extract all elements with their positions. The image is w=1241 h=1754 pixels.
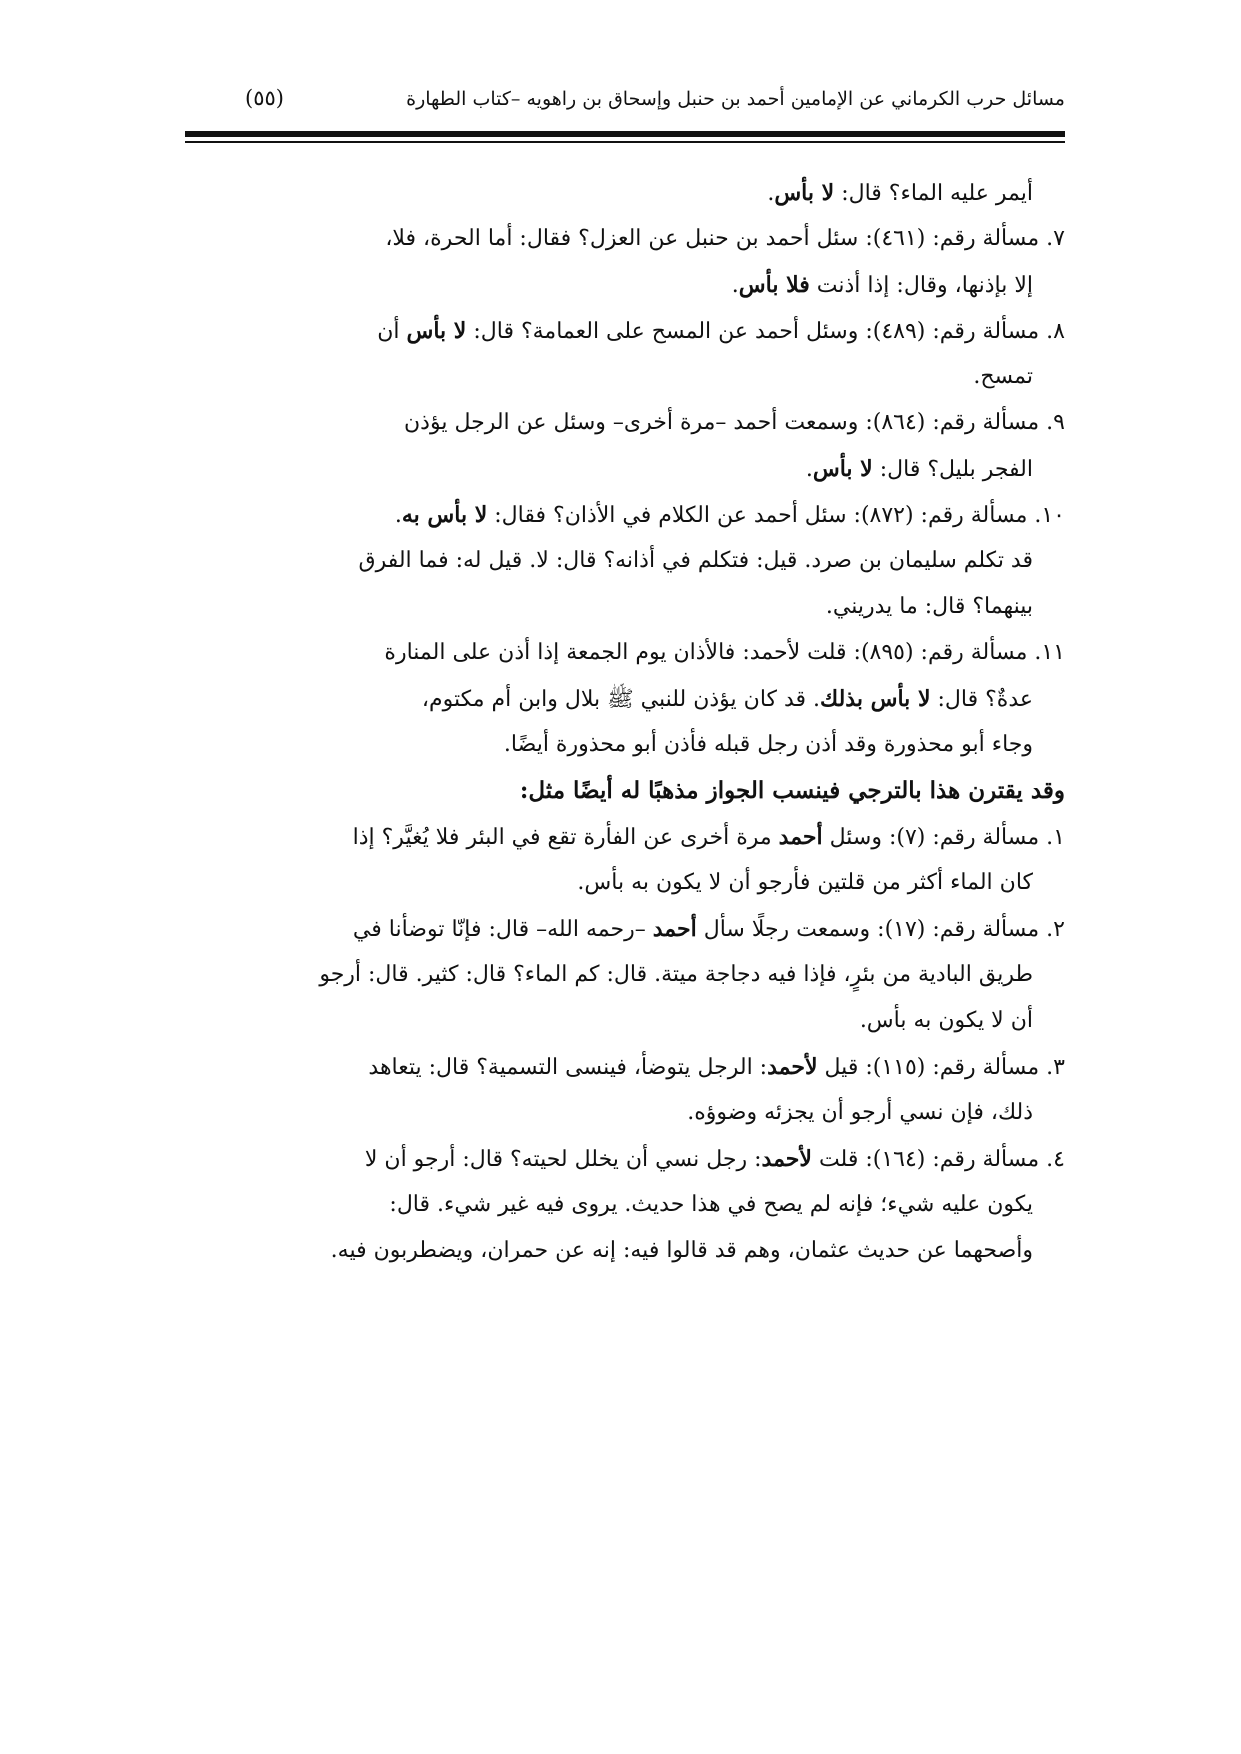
example-3-line-1: ٣. مسألة رقم: (١١٥): قيل لأحمد: الرجل يتوضأ، فينسى التسمية؟ قال: يتعاهد xyxy=(368,1054,1065,1080)
example-2-line-2: طريق البادية من بئرٍ، فإذا فيه دجاجة ميتة. قال: كم الماء؟ قال: كثير. قال: أرجو xyxy=(319,962,1033,987)
example-3-line-2: ذلك، فإن نسي أرجو أن يجزئه وضوؤه. xyxy=(687,1100,1033,1125)
section-heading: وقد يقترن هذا بالترجي فينسب الجواز مذهبًا له أيضًا مثل: xyxy=(519,777,1065,804)
page-header xyxy=(185,82,1065,122)
issue-11-line-1: ١١. مسألة رقم: (٨٩٥): قلت لأحمد: فالأذان يوم الجمعة إذا أذن على المنارة xyxy=(384,640,1065,665)
bold-phrase: لا بأس xyxy=(406,318,467,344)
example-1-line-2: كان الماء أكثر من قلتين فأرجو أن لا يكون به بأس. xyxy=(577,870,1033,895)
example-2-line-1: ٢. مسألة رقم: (١٧): وسمعت رجلًا سأل أحمد –رحمه الله– قال: فإنّا توضأنا في xyxy=(352,916,1065,942)
issue-8-line-2: تمسح. xyxy=(973,364,1033,389)
example-4-line-1: ٤. مسألة رقم: (١٦٤): قلت لأحمد: رجل نسي أن يخلل لحيته؟ قال: أرجو أن لا xyxy=(364,1146,1065,1172)
issue-8-line-1: ٨. مسألة رقم: (٤٨٩): وسئل أحمد عن المسح على العمامة؟ قال: لا بأس أن xyxy=(377,318,1065,344)
bold-phrase: لا بأس به xyxy=(401,502,488,528)
bold-phrase: لا بأس xyxy=(812,456,873,482)
issue-10-line-2: قد تكلم سليمان بن صرد. قيل: فتكلم في أذانه؟ قال: لا. قيل له: فما الفرق xyxy=(358,548,1033,573)
header-rule-thick xyxy=(185,131,1065,137)
example-1-line-1: ١. مسألة رقم: (٧): وسئل أحمد مرة أخرى عن الفأرة تقع في البئر فلا يُغيَّر؟ إذا xyxy=(352,824,1065,850)
bold-phrase: أحمد xyxy=(778,824,823,850)
issue-9-line-1: ٩. مسألة رقم: (٨٦٤): وسمعت أحمد –مرة أخرى– وسئل عن الرجل يؤذن xyxy=(404,410,1065,435)
issue-7-line-2: إلا بإذنها، وقال: إذا أذنت فلا بأس. xyxy=(731,272,1033,298)
example-2-line-3: أن لا يكون به بأس. xyxy=(859,1008,1033,1033)
example-4-line-2: يكون عليه شيء؛ فإنه لم يصح في هذا حديث. يروى فيه غير شيء. قال: xyxy=(389,1192,1033,1217)
issue-10-line-3: بينهما؟ قال: ما يدريني. xyxy=(825,594,1033,619)
bold-phrase: لأحمد xyxy=(761,1146,812,1172)
issue-9-line-2: الفجر بليل؟ قال: لا بأس. xyxy=(805,456,1033,482)
header-rule-thin xyxy=(185,141,1065,143)
issue-7-line-1: ٧. مسألة رقم: (٤٦١): سئل أحمد بن حنبل عن العزل؟ فقال: أما الحرة، فلا، xyxy=(385,226,1065,251)
bold-phrase: لأحمد xyxy=(767,1054,818,1080)
page-number: (٥٥) xyxy=(245,86,284,110)
bold-phrase: فلا بأس xyxy=(738,272,810,298)
running-title: مسائل حرب الكرماني عن الإمامين أحمد بن حنبل وإسحاق بن راهويه –كتاب الطهارة xyxy=(406,88,1065,110)
page-body xyxy=(175,170,1065,1274)
issue-11-line-2: عدةٌ؟ قال: لا بأس بذلك. قد كان يؤذن للنبي ﷺ بلال وابن أم مكتوم، xyxy=(421,686,1033,712)
issue-11-line-3: وجاء أبو محذورة وقد أذن رجل قبله فأذن أبو محذورة أيضًا. xyxy=(503,732,1033,757)
bold-phrase: لا بأس بذلك xyxy=(820,686,931,712)
bold-phrase: لا بأس xyxy=(774,180,835,206)
bold-phrase: أحمد xyxy=(652,916,697,942)
example-4-line-3: وأصحهما عن حديث عثمان، وهم قد قالوا فيه: إنه عن حمران، ويضطربون فيه. xyxy=(330,1238,1033,1263)
issue-10-line-1: ١٠. مسألة رقم: (٨٧٢): سئل أحمد عن الكلام في الأذان؟ فقال: لا بأس به. xyxy=(394,502,1065,528)
text-line: أيمر عليه الماء؟ قال: لا بأس. xyxy=(767,180,1033,206)
